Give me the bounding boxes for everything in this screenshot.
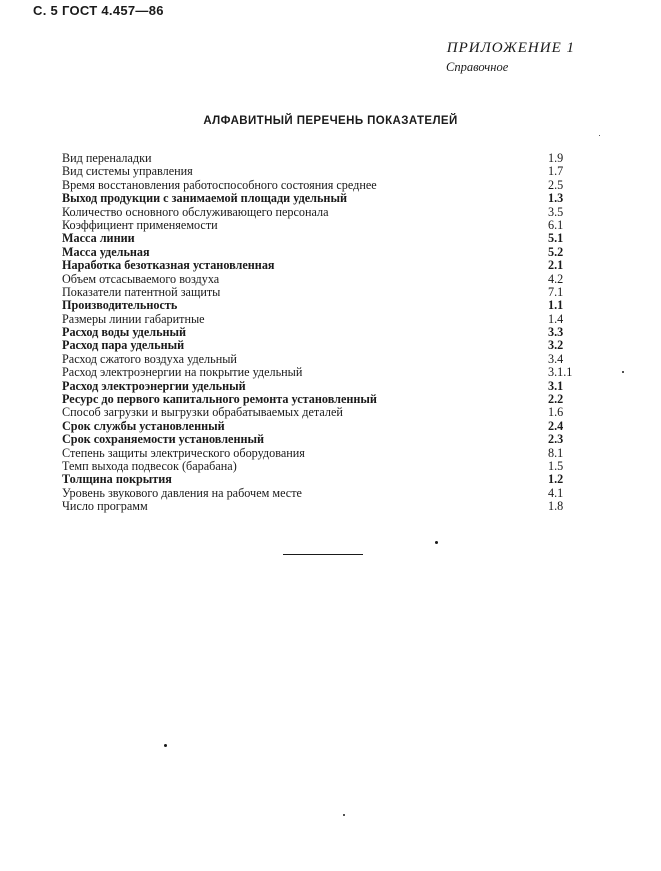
entry-number: 3.5	[548, 204, 564, 219]
entry-name: Число программ	[62, 499, 148, 514]
entry-number: 7.1	[548, 284, 564, 299]
entry-name: Показатели патентной защиты	[62, 284, 221, 299]
list-item	[62, 286, 582, 299]
index-list	[62, 152, 582, 514]
entry-name: Выход продукции с занимаемой площади удельный	[62, 191, 347, 206]
entry-number: 1.2	[548, 472, 564, 487]
list-item	[62, 447, 582, 460]
scan-speck	[435, 541, 438, 544]
entry-name: Способ загрузки и выгрузки обрабатываемых деталей	[62, 405, 343, 420]
list-item	[62, 299, 582, 312]
list-item	[62, 473, 582, 486]
entry-name: Масса удельная	[62, 244, 150, 259]
entry-name: Масса линии	[62, 231, 135, 246]
list-item	[62, 165, 582, 178]
entry-number: 1.1	[548, 298, 564, 313]
entry-name: Ресурс до первого капитального ремонта установленный	[62, 392, 377, 407]
entry-number: 1.6	[548, 405, 564, 420]
list-title: АЛФАВИТНЫЙ ПЕРЕЧЕНЬ ПОКАЗАТЕЛЕЙ	[203, 115, 458, 127]
entry-number: 4.1	[548, 485, 564, 500]
list-item	[62, 246, 582, 259]
entry-name: Степень защиты электрического оборудования	[62, 445, 305, 460]
entry-name: Производительность	[62, 298, 178, 313]
list-item	[62, 487, 582, 500]
list-item	[62, 326, 582, 339]
entry-number: 1.9	[548, 151, 564, 165]
entry-name: Расход электроэнергии удельный	[62, 378, 246, 393]
scan-speck	[343, 814, 345, 816]
entry-name: Время восстановления работоспособного состояния среднее	[62, 177, 377, 192]
entry-number: 4.2	[548, 271, 564, 286]
entry-name: Толщина покрытия	[62, 472, 172, 487]
list-item	[62, 259, 582, 272]
entry-number: 2.4	[548, 418, 564, 433]
entry-name: Количество основного обслуживающего персонала	[62, 204, 329, 219]
entry-name: Коэффициент применяемости	[62, 217, 218, 232]
entry-number: 2.5	[548, 177, 564, 192]
entry-name: Уровень звукового давления на рабочем месте	[62, 485, 302, 500]
entry-number: 3.3	[548, 325, 564, 340]
list-item	[62, 406, 582, 419]
scan-speck	[164, 744, 167, 747]
scan-speck	[622, 371, 624, 373]
entry-number: 3.1	[548, 378, 564, 393]
list-item	[62, 232, 582, 245]
list-item	[62, 179, 582, 192]
entry-name: Расход пара удельный	[62, 338, 185, 353]
list-item	[62, 206, 582, 219]
entry-name: Срок сохраняемости установленный	[62, 432, 265, 447]
entry-number: 3.2	[548, 338, 564, 353]
list-item	[62, 152, 582, 165]
entry-number: 2.1	[548, 258, 564, 273]
entry-number: 5.1	[548, 231, 564, 246]
entry-name: Размеры линии габаритные	[62, 311, 205, 326]
entry-number: 2.3	[548, 432, 564, 447]
entry-name: Вид переналадки	[62, 151, 152, 165]
scan-speck	[599, 135, 600, 136]
list-item	[62, 393, 582, 406]
entry-name: Вид системы управления	[62, 164, 193, 179]
list-item	[62, 219, 582, 232]
list-item	[62, 460, 582, 473]
entry-number: 8.1	[548, 445, 564, 460]
list-item	[62, 500, 582, 513]
entry-name: Расход электроэнергии на покрытие удельный	[62, 365, 303, 380]
entry-number: 3.4	[548, 351, 564, 366]
list-item	[62, 339, 582, 352]
page-header: С. 5 ГОСТ 4.457—86	[33, 3, 164, 18]
end-rule	[283, 554, 363, 555]
entry-number: 1.5	[548, 458, 564, 473]
entry-number: 1.7	[548, 164, 564, 179]
appendix-subtitle: Справочное	[446, 60, 509, 74]
list-item	[62, 433, 582, 446]
entry-name: Темп выхода подвесок (барабана)	[62, 458, 237, 473]
entry-number: 5.2	[548, 244, 564, 259]
entry-number: 1.3	[548, 191, 564, 206]
entry-name: Срок службы установленный	[62, 418, 225, 433]
entry-number: 2.2	[548, 392, 564, 407]
entry-number: 1.4	[548, 311, 564, 326]
list-item	[62, 313, 582, 326]
entry-name: Расход воды удельный	[62, 325, 187, 340]
entry-number: 1.8	[548, 499, 564, 514]
list-item	[62, 420, 582, 433]
appendix-title: ПРИЛОЖЕНИЕ 1	[446, 40, 575, 56]
entry-name: Объем отсасываемого воздуха	[62, 271, 220, 286]
entry-name: Наработка безотказная установленная	[62, 258, 275, 273]
list-item	[62, 366, 582, 379]
list-item	[62, 192, 582, 205]
entry-number: 3.1.1	[548, 365, 573, 380]
list-item	[62, 380, 582, 393]
list-item	[62, 353, 582, 366]
entry-number: 6.1	[548, 217, 564, 232]
entry-name: Расход сжатого воздуха удельный	[62, 351, 237, 366]
list-item	[62, 273, 582, 286]
